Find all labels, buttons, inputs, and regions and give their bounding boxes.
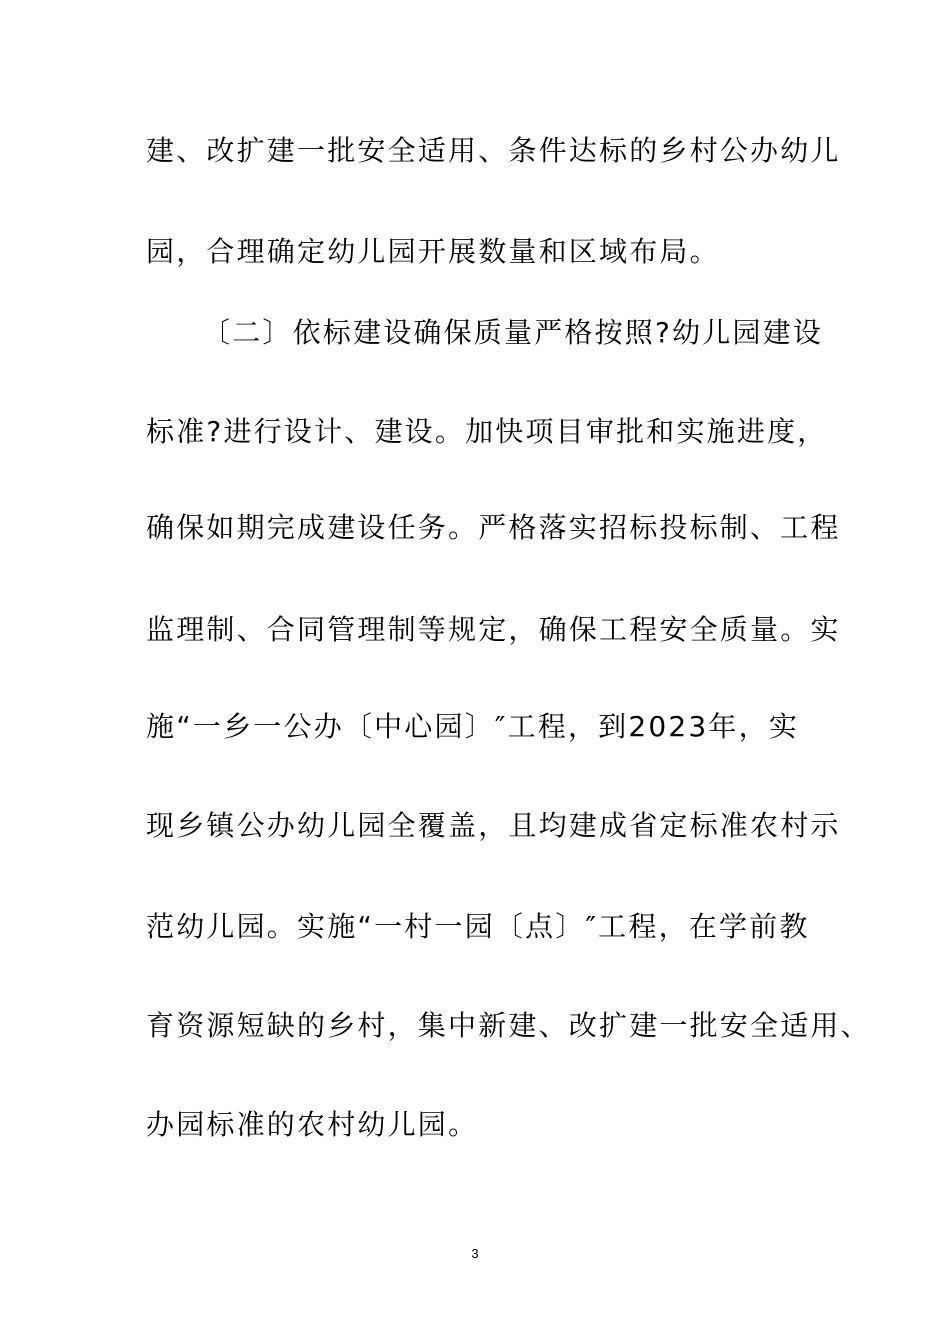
text-line: 建、改扩建一批安全适用、条件达标的乡村公办幼儿	[146, 134, 841, 167]
text-line: 育资源短缺的乡村，集中新建、改扩建一批安全适用、	[146, 1009, 871, 1042]
text-line: 范幼儿园。实施“一村一园〔点〕″工程，在学前教	[146, 910, 810, 943]
section-heading-line: 〔二〕依标建设确保质量严格按照?幼儿园建设	[202, 316, 824, 349]
text-line: 施“一乡一公办〔中心园〕″工程，到2023年，实	[146, 710, 800, 743]
text-line: 办园标准的农村幼儿园。	[146, 1108, 479, 1141]
text-line: 现乡镇公办幼儿园全覆盖，且均建成省定标准农村示	[146, 809, 841, 842]
text-line: 标准?进行设计、建设。加快项目审批和实施进度，	[146, 415, 828, 448]
page-number: 3	[471, 1246, 479, 1261]
text-line: 园，合理确定幼儿园开展数量和区域布局。	[146, 235, 720, 268]
text-line: 监理制、合同管理制等规定，确保工程安全质量。实	[146, 613, 841, 646]
text-line: 确保如期完成建设任务。严格落实招标投标制、工程	[146, 511, 841, 544]
